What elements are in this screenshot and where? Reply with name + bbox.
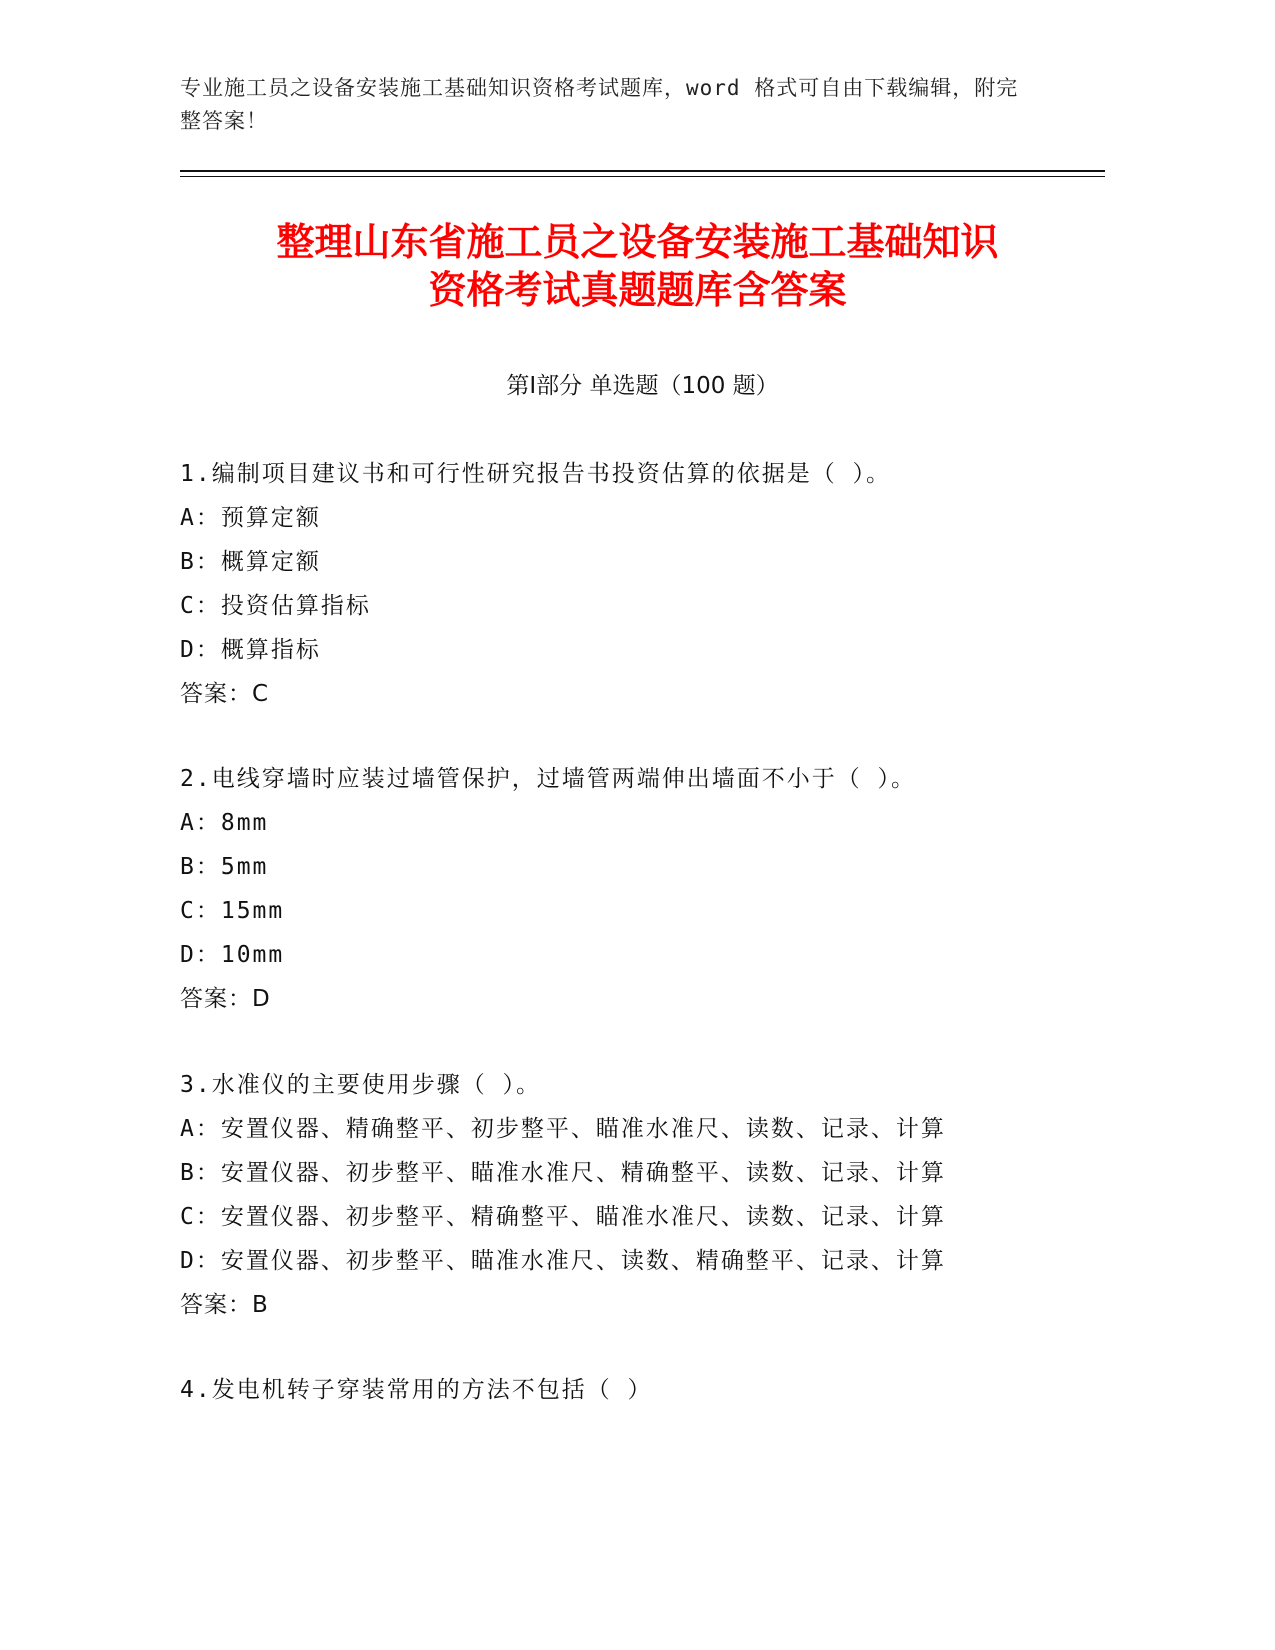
option-a: A：安置仪器、精确整平、初步整平、瞄准水准尺、读数、记录、计算 — [180, 1116, 946, 1142]
question-3 — [180, 1063, 1105, 1327]
option-c: C：投资估算指标 — [180, 593, 371, 619]
question-1 — [180, 452, 1105, 716]
question-stem: 2.电线穿墙时应装过墙管保护，过墙管两端伸出墙面不小于（ ）。 — [180, 766, 917, 792]
title-line-1: 整理山东省施工员之设备安装施工基础知识 — [276, 220, 999, 264]
option-d: D：概算指标 — [180, 637, 321, 663]
title-line-2: 资格考试真题题库含答案 — [428, 268, 847, 312]
question-stem: 1.编制项目建议书和可行性研究报告书投资估算的依据是（ ）。 — [180, 461, 892, 487]
option-c: C：15mm — [180, 898, 285, 924]
option-a: A：预算定额 — [180, 505, 321, 531]
document-title — [150, 218, 1125, 314]
option-d: D：10mm — [180, 942, 285, 968]
answer-line: 答案：D — [180, 986, 271, 1012]
option-d: D：安置仪器、初步整平、瞄准水准尺、读数、精确整平、记录、计算 — [180, 1248, 946, 1274]
answer-line: 答案：C — [180, 681, 270, 707]
option-b: B：5mm — [180, 854, 269, 880]
option-b: B：概算定额 — [180, 549, 321, 575]
answer-line: 答案：B — [180, 1292, 269, 1318]
question-stem: 4.发电机转子穿装常用的方法不包括（ ） — [180, 1377, 653, 1403]
option-a: A：8mm — [180, 810, 269, 836]
question-stem: 3.水准仪的主要使用步骤（ ）。 — [180, 1072, 542, 1098]
header-divider-thick — [180, 170, 1105, 172]
question-2 — [180, 757, 1105, 1021]
option-c: C：安置仪器、初步整平、精确整平、瞄准水准尺、读数、记录、计算 — [180, 1204, 946, 1230]
header-note: 专业施工员之设备安装施工基础知识资格考试题库，word 格式可自由下载编辑，附完整答案！ — [180, 76, 1019, 133]
option-b: B：安置仪器、初步整平、瞄准水准尺、精确整平、读数、记录、计算 — [180, 1160, 946, 1186]
question-4 — [180, 1368, 1105, 1412]
section-heading: 第Ⅰ部分 单选题（100 题） — [506, 373, 779, 399]
header-divider-thin — [180, 176, 1105, 177]
